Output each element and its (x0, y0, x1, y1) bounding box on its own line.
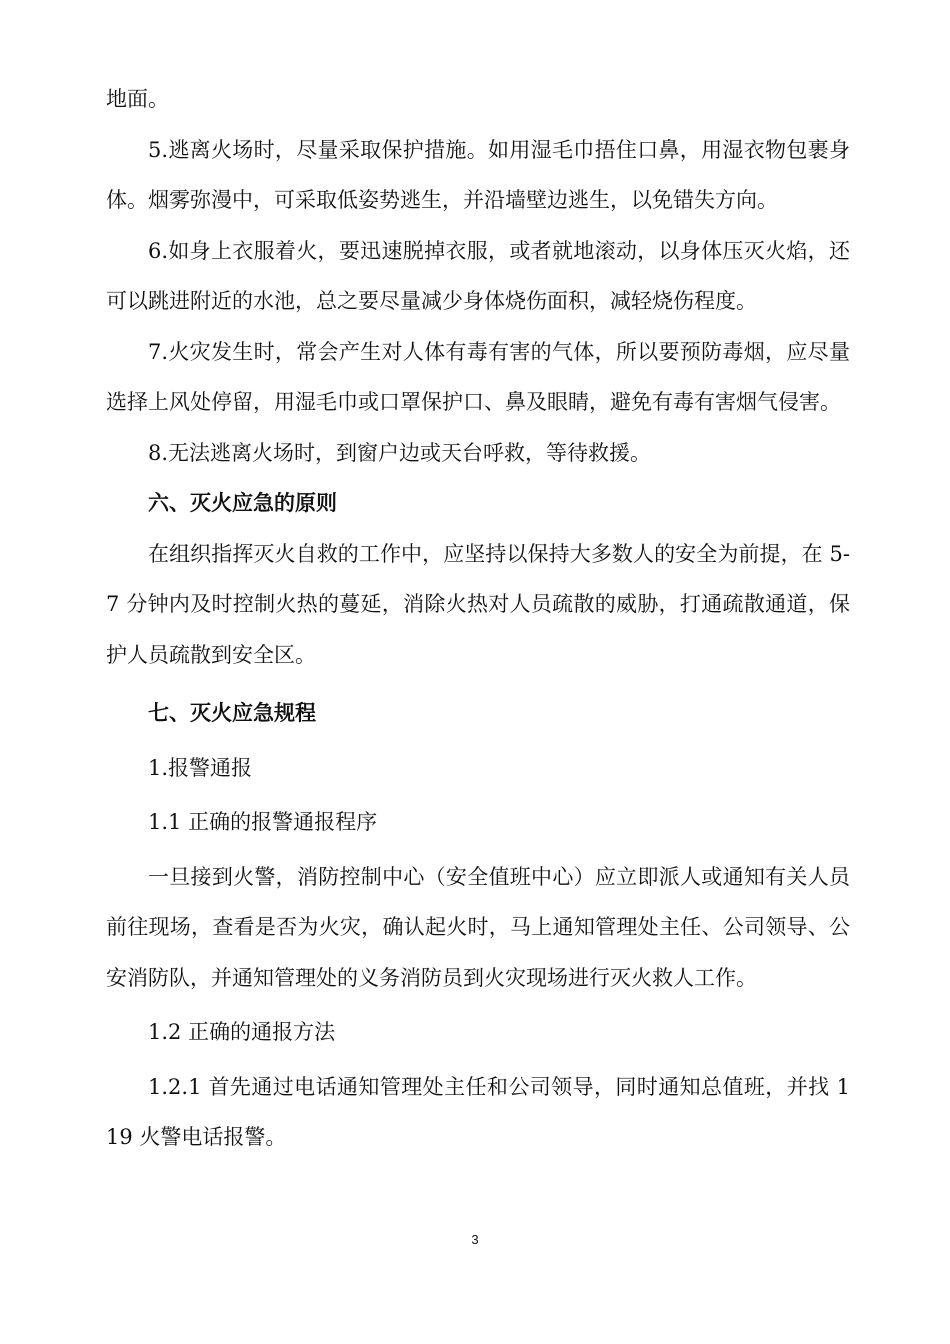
paragraph-item-6: 6.如身上衣服着火，要迅速脱掉衣服，或者就地滚动，以身体压灭火焰，还可以跳进附近的水池，总之要尽量减少身体烧伤面积，减轻烧伤程度。 (106, 238, 850, 313)
paragraph-item-7: 7.火灾发生时，常会产生对人体有毒有害的气体，所以要预防毒烟，应尽量选择上风处停留，用湿毛巾或口罩保护口、鼻及眼睛，避免有毒有害烟气侵害。 (106, 339, 850, 414)
paragraph-continuation: 地面。 (106, 87, 169, 111)
subheading-1-1: 1.1 正确的报警通报程序 (148, 810, 378, 834)
paragraph-1-2-1: 1.2.1 首先通过电话通知管理处主任和公司领导，同时通知总值班，并找 119 火警电话报警。 (106, 1074, 850, 1149)
paragraph-principle: 在组织指挥灭火自救的工作中，应坚持以保持大多数人的安全为前提，在 5-7 分钟内及时控制火热的蔓延，消除火热对人员疏散的威胁，打通疏散通道，保护人员疏散到安全区。 (106, 541, 850, 667)
page-number: 3 (471, 1232, 479, 1247)
section-heading-7: 七、灭火应急规程 (148, 701, 316, 725)
paragraph-alarm-procedure: 一旦接到火警，消防控制中心（安全值班中心）应立即派人或通知有关人员前往现场，查看是否为火灾，确认起火时，马上通知管理处主任、公司领导、公安消防队，并通知管理处的义务消防员到火灾现场进行灭火救人工作。 (106, 864, 850, 990)
paragraph-item-5: 5.逃离火场时，尽量采取保护措施。如用湿毛巾捂住口鼻，用湿衣物包裹身体。烟雾弥漫中，可采取低姿势逃生，并沿墙壁边逃生，以免错失方向。 (106, 137, 850, 212)
subheading-1-2: 1.2 正确的通报方法 (148, 1020, 336, 1044)
section-heading-6: 六、灭火应急的原则 (148, 491, 337, 515)
document-body (106, 74, 850, 1163)
paragraph-item-8: 8.无法逃离火场时，到窗户边或天台呼救，等待救援。 (148, 440, 652, 465)
subheading-1: 1.报警通报 (148, 755, 253, 780)
